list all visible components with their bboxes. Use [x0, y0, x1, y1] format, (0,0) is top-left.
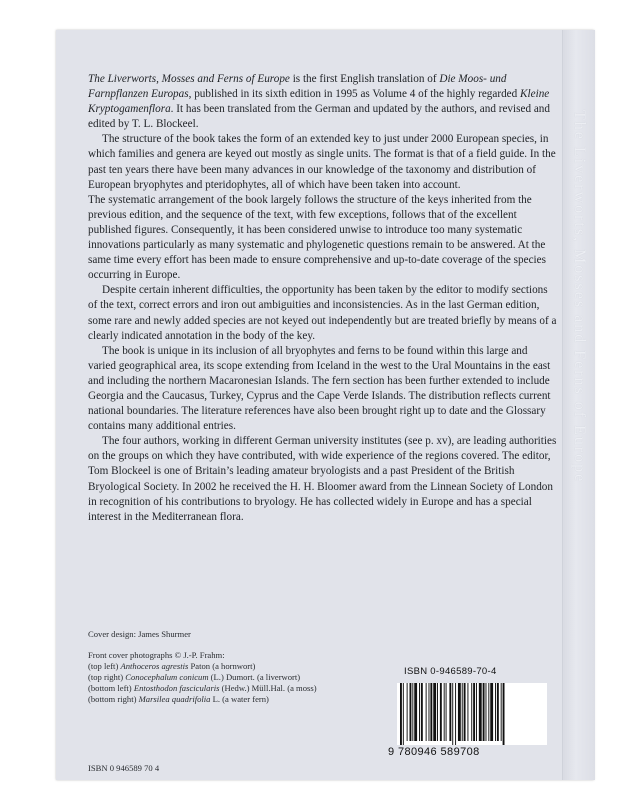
barcode-bar	[462, 683, 463, 741]
photo-position: (top right)	[88, 672, 126, 682]
barcode-bar	[473, 683, 475, 741]
barcode-bar	[495, 683, 496, 741]
species-author: (Hedw.) Müll.Hal. (a moss)	[219, 683, 317, 693]
barcode-bar	[421, 683, 423, 741]
barcode-bar	[414, 683, 417, 741]
barcode-bar	[440, 683, 442, 741]
barcode-bar	[483, 683, 485, 741]
paragraph-text: is the first English translation of	[289, 73, 440, 85]
barcode-bar	[458, 683, 461, 741]
blurb-paragraph	[88, 132, 558, 192]
blurb-paragraph	[88, 283, 558, 343]
barcode-bar	[497, 683, 499, 741]
blurb-paragraph	[88, 344, 558, 435]
photo-position: (bottom left)	[88, 683, 134, 693]
barcode-bar	[452, 683, 453, 745]
barcode-bar	[433, 683, 436, 741]
barcode-bar	[488, 683, 489, 741]
barcode-bar	[430, 683, 432, 741]
barcode-bar	[479, 683, 482, 741]
paragraph-text: The book is unique in its inclusion of all bryophytes and ferns to be found within this large and varied geographical area, its scope extending from Iceland in the west to the Ural Mountains in the east and including the northern Macaronesian Islands. The fern section has been further extended to include Georgia and the Caucasus, Turkey, Cyprus and the Cape Verde Islands. The distribution reflects current national boundaries. The literature references have also been brought right up to date and the Glossary contains many additional entries.	[88, 344, 551, 433]
barcode-bar	[429, 683, 430, 741]
barcode-bar	[476, 683, 477, 741]
blurb	[88, 72, 558, 525]
barcode-digits: 9 780946 589708	[388, 746, 480, 758]
barcode-bar	[464, 683, 466, 741]
cover-design-credit: Cover design: James Shurmer	[88, 629, 191, 639]
barcode	[397, 683, 547, 745]
species-author: Paton (a hornwort)	[188, 661, 256, 671]
barcode-bar	[446, 683, 447, 741]
isbn-text: ISBN 0 946589 70 4	[88, 763, 160, 773]
barcode-bar	[503, 683, 505, 745]
barcode-bar	[419, 683, 420, 741]
photo-credit-item	[88, 661, 368, 672]
paragraph-text: Despite certain inherent difficulties, the opportunity has been taken by the editor to modify sections of the text, correct errors and iron out ambiguities and inconsistencies. As in the last German edition, some rare and newly added species are not keyed out independently but are treated briefly by means of a clearly indicated annotation in the body of the key.	[88, 284, 557, 342]
barcode-bar	[444, 683, 445, 741]
barcode-bar	[437, 683, 438, 741]
barcode-bar	[412, 683, 413, 741]
isbn-label: ISBN 0-946589-70-4	[404, 666, 497, 677]
photo-position: (bottom right)	[88, 694, 139, 704]
species-name: Marsilea quadrifolia	[138, 694, 211, 704]
photo-credit-item	[88, 694, 368, 705]
paragraph-text: . It has been translated from the German and updated by the authors, and revised and edited by T. L. Blockeel.	[88, 103, 550, 131]
species-author: L. (a water fern)	[210, 694, 269, 704]
spine-title: The Liverworts, Mosses and Ferns of Europe	[571, 110, 588, 484]
barcode-bar	[403, 683, 404, 745]
photo-credit-item	[88, 672, 368, 683]
paragraph-text: The four authors, working in different German university institutes (see p. xv), are leading authorities on the groups on which they have contributed, with wide experience of the regions covered. The editor, Tom Blockeel is one of Britain’s leading amateur bryologists and a past President of the British Bryological Society. In 2002 he received the H. H. Bloomer award from the Linnean Society of London in recognition of his contributions to bryology. He has collected widely in Europe and has a special interest in the Mediterranean flora.	[88, 435, 557, 523]
paragraph-text: , published in its sixth edition in 1995 as Volume 4 of the highly regarded	[188, 88, 521, 101]
barcode-bar	[449, 683, 451, 741]
barcode-bar	[490, 683, 493, 741]
species-name: Conocephalum conicum	[125, 672, 209, 682]
blurb-paragraph	[88, 434, 558, 525]
photo-credits-heading: Front cover photographs © J.-P. Frahm:	[88, 650, 225, 660]
species-author: (L.) Dumort. (a liverwort)	[208, 672, 301, 682]
barcode-bar	[407, 683, 408, 741]
barcode-bar	[471, 683, 472, 741]
photo-position: (top left)	[88, 661, 121, 671]
photo-credit-item	[88, 683, 368, 694]
barcode-bar	[501, 683, 502, 741]
italic-title: Die Moos- und Farnpflanzen Europas	[88, 73, 507, 101]
barcode-bar	[486, 683, 487, 741]
species-name: Entosthodon fascicularis	[133, 683, 220, 693]
barcode-bar	[426, 683, 427, 741]
paragraph-text: The systematic arrangement of the book largely follows the structure of the keys inherited from the previous edition, and the sequence of the text, with few exceptions, follows that of the excellent published figures. Consequently, it has been considered unwise to introduce too many systematic innovations particularly as many systematic and phylogenetic questions remain to be answered. At the same time every effort has been made to ensure comprehensive and up-to-date coverage of the species occurring in Europe.	[88, 193, 546, 282]
blurb-paragraph	[88, 72, 558, 132]
blurb-paragraph	[88, 193, 558, 284]
barcode-bar	[455, 683, 456, 745]
italic-title: Kleine Kryptogamenflora	[88, 88, 550, 116]
photo-credits	[88, 650, 368, 705]
italic-title: The Liverworts, Mosses and Ferns of Europe	[88, 73, 290, 85]
barcode-bar	[410, 683, 412, 741]
barcode-bar	[467, 683, 468, 741]
paragraph-text: The structure of the book takes the form of an extended key to just under 2000 European species, in which families and genera are keyed out mostly as single units. The format is that of a field guide. In the past ten years there have been many advances in our knowledge of the taxonomy and distribution of European bryophytes and pteridophytes, all of which have been taken into account.	[88, 133, 556, 191]
species-name: Anthoceros agrestis	[120, 661, 189, 671]
barcode-bar	[400, 683, 402, 745]
